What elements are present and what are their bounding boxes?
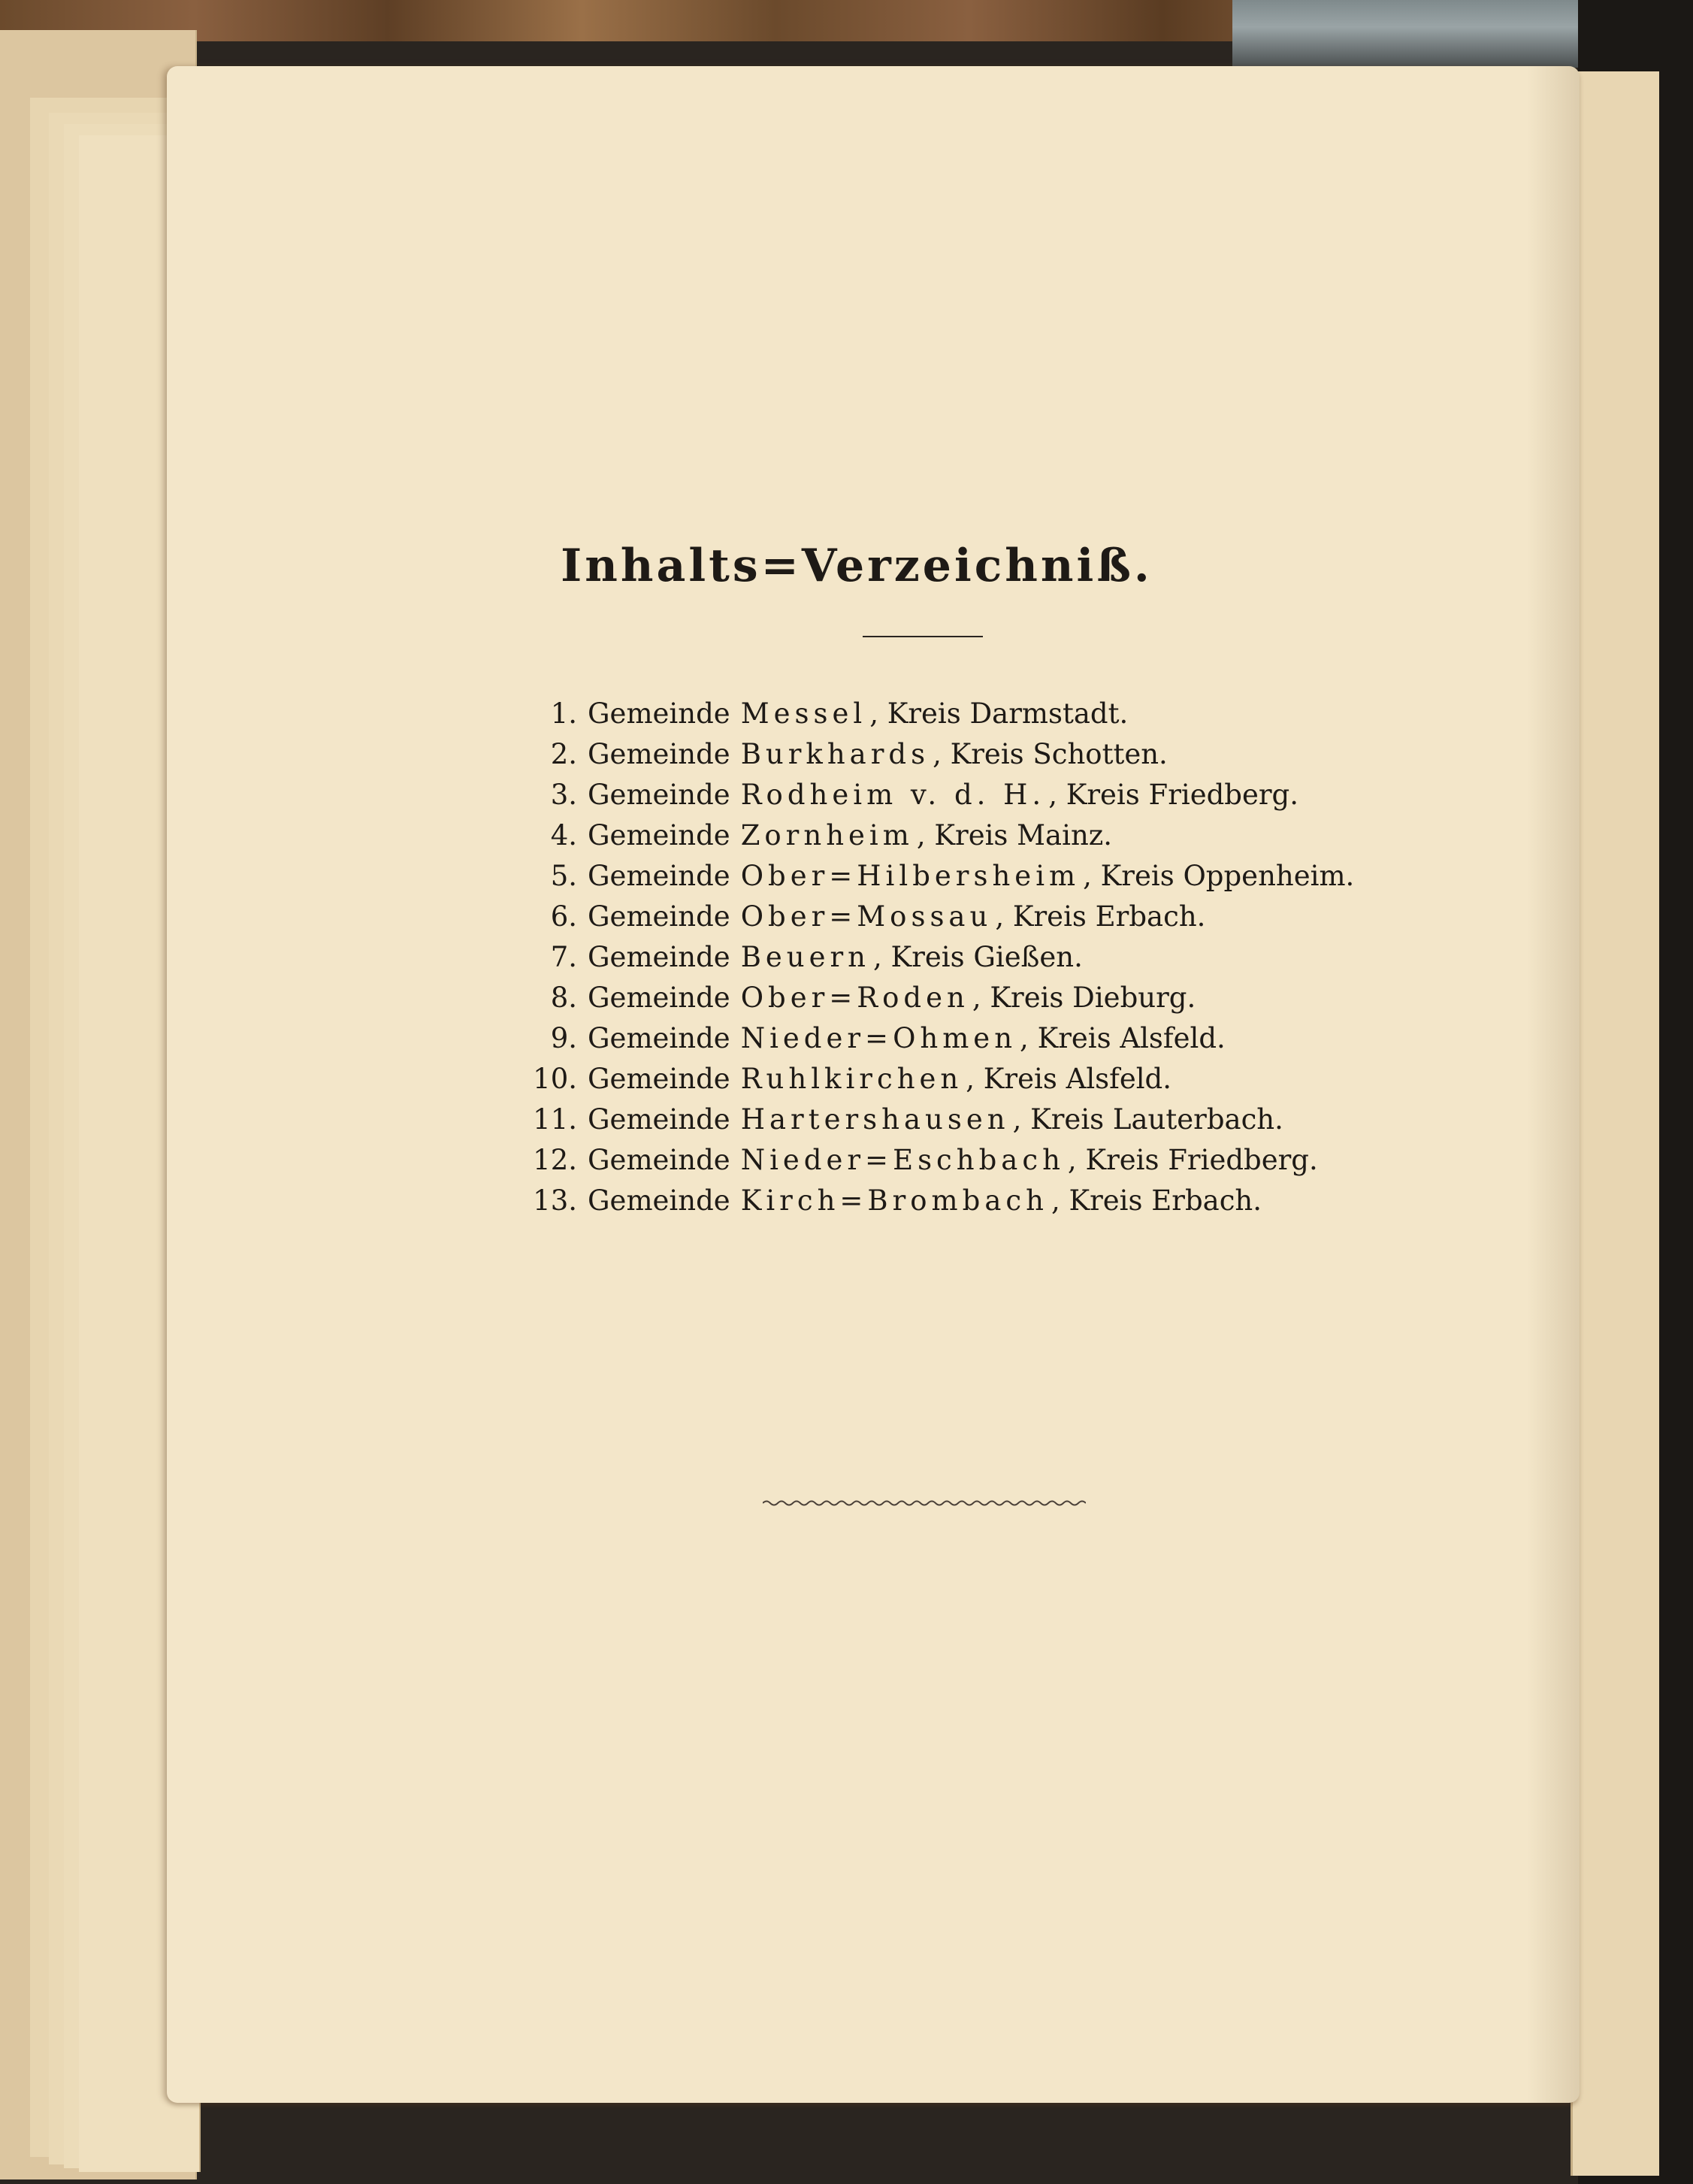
toc-entry — [502, 900, 1354, 941]
toc-entry-number: 1. — [550, 697, 577, 730]
toc-entry-place: Hartershausen — [740, 1103, 1010, 1136]
toc-entry-number: 13. — [533, 1184, 577, 1217]
toc-entry-number: 11. — [533, 1103, 577, 1136]
toc-entry-label: Gemeinde — [588, 1103, 730, 1136]
toc-entry — [502, 1144, 1354, 1184]
toc-entry-district: , Kreis Lauterbach. — [1012, 1103, 1283, 1136]
toc-entry — [502, 697, 1354, 738]
toc-entry-place: Nieder=Ohmen — [740, 1022, 1017, 1054]
toc-entry — [502, 982, 1354, 1022]
toc-entry-place: Ruhlkirchen — [740, 1063, 963, 1095]
toc-entry-number: 10. — [533, 1063, 577, 1095]
toc-entry-place: Burkhards — [740, 738, 930, 770]
toc-entry-number: 12. — [533, 1144, 577, 1176]
toc-entry-district: , Kreis Schotten. — [933, 738, 1168, 770]
toc-entry-number: 4. — [550, 819, 577, 852]
toc-entry-label: Gemeinde — [588, 1184, 730, 1217]
toc-entry-district: , Kreis Mainz. — [916, 819, 1113, 852]
toc-entry-label: Gemeinde — [588, 982, 730, 1014]
toc-entry-label: Gemeinde — [588, 941, 730, 973]
toc-entry-district: , Kreis Erbach. — [995, 900, 1206, 933]
toc-entry-label: Gemeinde — [588, 1144, 730, 1176]
toc-entry-place: Kirch=Brombach — [740, 1184, 1048, 1217]
toc-entry — [502, 1184, 1354, 1225]
toc-entry-district: , Kreis Friedberg. — [1067, 1144, 1318, 1176]
toc-entry-label: Gemeinde — [588, 738, 730, 770]
toc-entry-district: , Kreis Alsfeld. — [1020, 1022, 1226, 1054]
toc-entry-label: Gemeinde — [588, 697, 730, 730]
toc-entry-number: 6. — [550, 900, 577, 933]
toc-entry-district: , Kreis Erbach. — [1051, 1184, 1262, 1217]
page-gutter-shade — [1527, 66, 1580, 2103]
toc-entry-district: , Kreis Friedberg. — [1048, 779, 1299, 811]
toc-entry-district: , Kreis Alsfeld. — [966, 1063, 1172, 1095]
toc-entry-place: Nieder=Eschbach — [740, 1144, 1065, 1176]
toc-entry-number: 5. — [550, 860, 577, 892]
book-binding-corner — [1232, 0, 1578, 68]
toc-entry-label: Gemeinde — [588, 779, 730, 811]
toc-entry-place: Ober=Mossau — [740, 900, 993, 933]
toc-entry — [502, 819, 1354, 860]
toc-entry-label: Gemeinde — [588, 1063, 730, 1095]
toc-entry-number: 9. — [550, 1022, 577, 1054]
toc-entry-district: , Kreis Darmstadt. — [869, 697, 1129, 730]
toc-entry-district: , Kreis Gießen. — [873, 941, 1083, 973]
toc-entry-label: Gemeinde — [588, 900, 730, 933]
title-rule — [863, 636, 983, 637]
page-title: Inhalts=Verzeichniß. — [561, 540, 1153, 592]
toc-entry-label: Gemeinde — [588, 1022, 730, 1054]
toc-entry — [502, 1103, 1354, 1144]
toc-entry-number: 2. — [550, 738, 577, 770]
toc-entry — [502, 1022, 1354, 1063]
toc-entry — [502, 779, 1354, 819]
toc-entry-number: 7. — [550, 941, 577, 973]
toc-entry-label: Gemeinde — [588, 860, 730, 892]
toc-entry-label: Gemeinde — [588, 819, 730, 852]
toc-entry-place: Rodheim v. d. H. — [740, 779, 1046, 811]
toc-entry — [502, 1063, 1354, 1103]
toc-entry-place: Beuern — [740, 941, 871, 973]
toc-entry-district: , Kreis Oppenheim. — [1083, 860, 1355, 892]
toc-entry — [502, 941, 1354, 982]
table-of-contents — [502, 697, 1354, 1225]
toc-entry-place: Zornheim — [740, 819, 914, 852]
facing-page-edge — [1571, 71, 1659, 2176]
toc-entry-place: Ober=Roden — [740, 982, 969, 1014]
toc-entry-district: , Kreis Dieburg. — [972, 982, 1196, 1014]
toc-entry-number: 3. — [550, 779, 577, 811]
toc-entry-place: Messel — [740, 697, 867, 730]
toc-entry-place: Ober=Hilbersheim — [740, 860, 1081, 892]
toc-entry — [502, 860, 1354, 900]
toc-entry-number: 8. — [550, 982, 577, 1014]
wavy-ornament-divider — [763, 1498, 1086, 1508]
toc-entry — [502, 738, 1354, 779]
